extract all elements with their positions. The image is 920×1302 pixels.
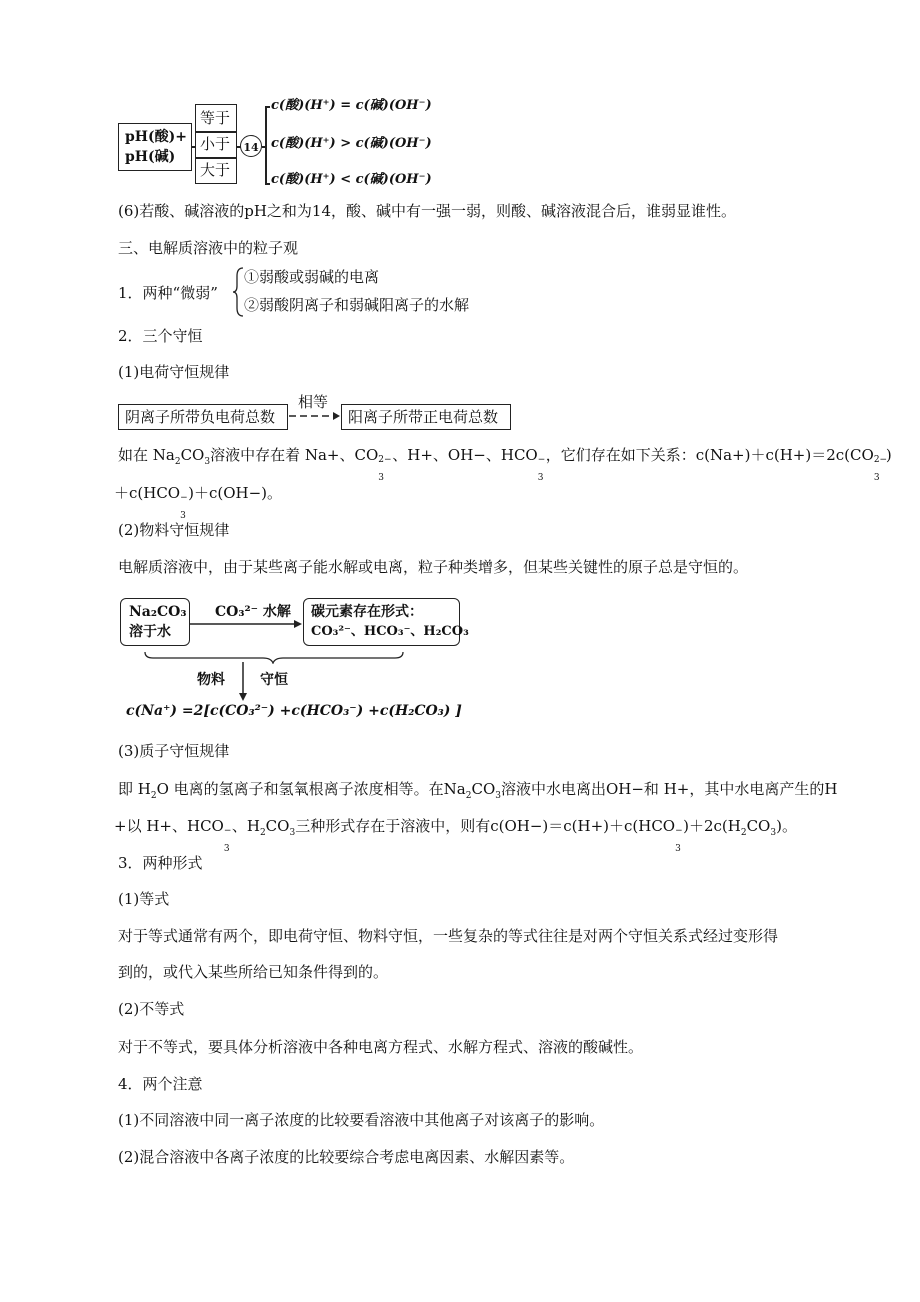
na2co3-label: Na₂CO₃ <box>129 604 187 620</box>
option-equal: 等于 <box>200 109 231 127</box>
proton-line-2: +以 H+、HCO − 3 、$H_2CO_3$三种形式存在于溶液中，则有c(OH−)＝c(H+)＋c(HCO − 3 )$+2c(H_2CO_3)$。 <box>114 817 797 854</box>
material-paragraph: 电解质溶液中，由于某些离子能水解或电离，粒子种类增多，但某些关键性的原子总是守恒的。 <box>118 558 749 576</box>
carbon-forms-box <box>303 598 469 646</box>
option-greater: 大于 <box>200 161 231 179</box>
item-4-heading: 4．两个注意 <box>118 1075 203 1093</box>
dashed-arrow-icon <box>289 410 341 422</box>
sub-4-heading: (1)等式 <box>118 890 170 908</box>
dissolve-label: 溶于水 <box>129 624 171 640</box>
equation-paragraph-line-2: 到的，或代入某些所给已知条件得到的。 <box>118 963 389 981</box>
paragraph-6: (6)若酸、碱溶液的pH之和为14，酸、碱中有一强一弱，则酸、碱溶液混合后，谁弱显谁性。 <box>118 202 737 220</box>
note-1: (1)不同溶液中同一离子浓度的比较要看溶液中其他离子对该离子的影响。 <box>118 1111 605 1129</box>
ph-acid-label: pH(酸)+ <box>125 129 187 145</box>
option-less: 小于 <box>200 135 231 153</box>
sub-2-heading: (2)物料守恒规律 <box>118 521 230 539</box>
equal-arrow-label: 相等 <box>298 393 329 411</box>
sub-3-heading: (3)质子守恒规律 <box>118 742 230 760</box>
ph-options-box <box>195 104 237 184</box>
material-label: 物料 <box>197 672 225 688</box>
anion-charge-box <box>118 404 288 430</box>
down-arrow-icon <box>237 662 249 702</box>
item-1-a: ①弱酸或弱碱的电离 <box>244 268 380 286</box>
item-1-b: ②弱酸阴离子和弱碱阳离子的水解 <box>244 296 470 314</box>
ph-sum-box <box>118 123 192 171</box>
circle-14-label: 14 <box>243 141 259 154</box>
equation-paragraph-line-1: 对于等式通常有两个，即电荷守恒、物料守恒，一些复杂的等式往往是对两个守恒关系式经过变形得 <box>118 927 779 945</box>
carbon-forms-list: CO₃²⁻、HCO₃⁻、H₂CO₃ <box>311 624 469 639</box>
example-line-2: ＋c(HCO − 3 )＋c(OH−)。 <box>114 484 283 521</box>
item-3-heading: 3．两种形式 <box>118 854 203 872</box>
result-less: c(酸)(H⁺) < c(碱)(OH⁻) <box>271 172 432 187</box>
na2co3-box <box>120 598 190 646</box>
item-2-heading: 2．三个守恒 <box>118 327 203 345</box>
sub-1-heading: (1)电荷守恒规律 <box>118 363 230 381</box>
circle-14 <box>240 135 262 157</box>
proton-line-1: 即 $H_2O$ 电离的氢离子和氢氧根离子浓度相等。在$Na_2CO_3$溶液中水电离出OH−和 H+，其中水电离产生的H <box>118 780 838 801</box>
result-greater: c(酸)(H⁺) > c(碱)(OH⁻) <box>271 136 432 151</box>
conservation-label: 守恒 <box>260 672 288 688</box>
hydrolysis-arrow-icon <box>190 618 304 630</box>
anion-charge-label: 阴离子所带负电荷总数 <box>125 408 276 426</box>
example-line-1: 如在 $Na_2CO_3$溶液中存在着 Na+、CO 2− 3 、H+、OH−、HCO − 3 ，它们存在如下关系：c(Na+)＋c(H+)＝2c(CO 2− 3 ) <box>118 446 892 483</box>
section-3-heading: 三、电解质溶液中的粒子观 <box>118 239 299 257</box>
ph-base-label: pH(碱) <box>125 149 176 165</box>
underbrace-icon <box>143 650 407 664</box>
cation-charge-box <box>341 404 511 430</box>
item-1-label: 1．两种“微弱” <box>118 284 218 302</box>
hydrolysis-label: CO₃²⁻ 水解 <box>215 604 291 620</box>
sub-5-heading: (2)不等式 <box>118 1000 185 1018</box>
inequality-paragraph: 对于不等式，要具体分析溶液中各种电离方程式、水解方程式、溶液的酸碱性。 <box>118 1038 644 1056</box>
cation-charge-label: 阳离子所带正电荷总数 <box>348 408 499 426</box>
result-equal: c(酸)(H⁺) = c(碱)(OH⁻) <box>271 98 432 113</box>
brace-icon <box>231 266 245 318</box>
note-2: (2)混合溶液中各离子浓度的比较要综合考虑电离因素、水解因素等。 <box>118 1148 575 1166</box>
carbon-forms-title: 碳元素存在形式： <box>311 604 423 620</box>
material-formula: c(Na⁺) =2[c(CO₃²⁻) +c(HCO₃⁻) +c(H₂CO₃) ] <box>126 703 462 719</box>
